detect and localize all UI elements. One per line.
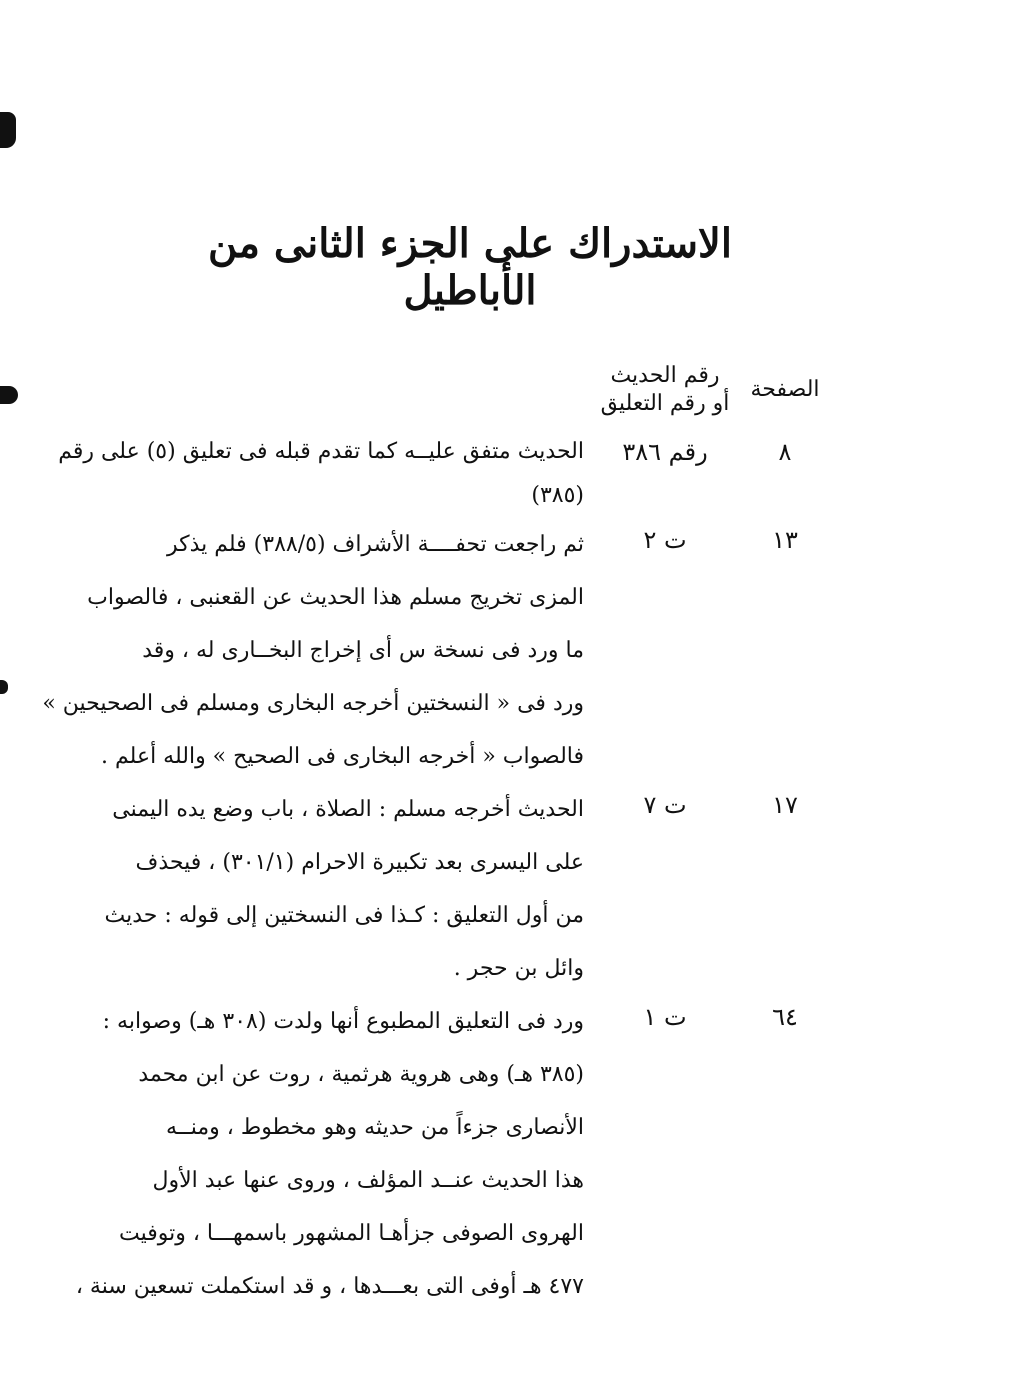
note-line: فالصواب « أخرجه البخارى فى الصحيح » والله أعلم .	[101, 744, 584, 769]
note-line: الحديث متفق عليــه كما تقدم قبله فى تعليق (٥) على رقم	[58, 439, 584, 464]
page-number: ٦٤	[772, 1003, 798, 1031]
reference-number: ت ٢	[643, 526, 687, 554]
table-row	[58, 430, 830, 518]
correction-note	[0, 995, 590, 1313]
header-reference-line: رقم الحديث	[610, 363, 720, 388]
header-page: الصفحة	[750, 377, 820, 402]
header-reference-line: أو رقم التعليق	[600, 391, 730, 416]
note-line: الحديث أخرجه مسلم : الصلاة ، باب وضع يده اليمنى	[112, 797, 584, 822]
reference-number: ت ١	[643, 1003, 687, 1031]
note-line: وائل بن حجر .	[453, 956, 584, 981]
page-number: ١٧	[772, 791, 798, 819]
note-line: على اليسرى بعد تكبيرة الاحرام (٣٠١/١) ، فيحذف	[135, 850, 584, 875]
page-title: الاستدراك على الجزء الثانى من الأباطيل	[208, 220, 732, 314]
note-line: من أول التعليق : كـذا فى النسختين إلى قوله : حديث	[104, 903, 584, 928]
correction-note	[0, 783, 590, 995]
table-row	[90, 783, 830, 995]
correction-note	[0, 518, 590, 783]
note-line: ورد فى « النسختين أخرجه البخارى ومسلم فى الصحيحين »	[42, 691, 584, 716]
table-row	[75, 995, 830, 1313]
note-line: الهروى الصوفى جزأهـا المشهور باسمهـــا ، وتوفيت	[118, 1221, 584, 1246]
note-line: الأنصارى جزءاً من حديثه وهو مخطوط ، ومنــه	[166, 1115, 584, 1140]
reference-number: رقم ٣٨٦	[622, 438, 708, 466]
errata-table	[42, 350, 830, 1313]
note-line: هذا الحديث عنــد المؤلف ، وروى عنها عبد الأول	[152, 1168, 584, 1193]
page-number: ٨	[778, 438, 792, 466]
note-line: ٤٧٧ هـ أوفى التى بعـــدها ، و قد استكملت تسعين سنة ،	[75, 1274, 584, 1299]
note-line: ما ورد فى نسخة س أى إخراج البخــارى له ، وقد	[142, 638, 584, 663]
page-number: ١٣	[772, 526, 798, 554]
note-line: (٣٨٥)	[531, 483, 584, 508]
table-row	[42, 518, 830, 783]
note-line: (٣٨٥ هـ) وهى هروية هرثمية ، روت عن ابن محمد	[138, 1062, 584, 1087]
note-line: المزى تخريج مسلم هذا الحديث عن القعنبى ، فالصواب	[87, 585, 584, 610]
note-line: ورد فى التعليق المطبوع أنها ولدت (٣٠٨ هـ) وصوابه :	[102, 1009, 584, 1034]
scan-edge-mark	[0, 112, 16, 148]
reference-number: ت ٧	[643, 791, 687, 819]
scan-edge-mark	[0, 386, 18, 404]
header-reference	[590, 362, 740, 418]
note-line: ثم راجعت تحفــــة الأشراف (٣٨٨/٥) فلم يذكر	[166, 532, 584, 557]
table-header	[90, 350, 830, 430]
correction-note	[0, 430, 590, 518]
